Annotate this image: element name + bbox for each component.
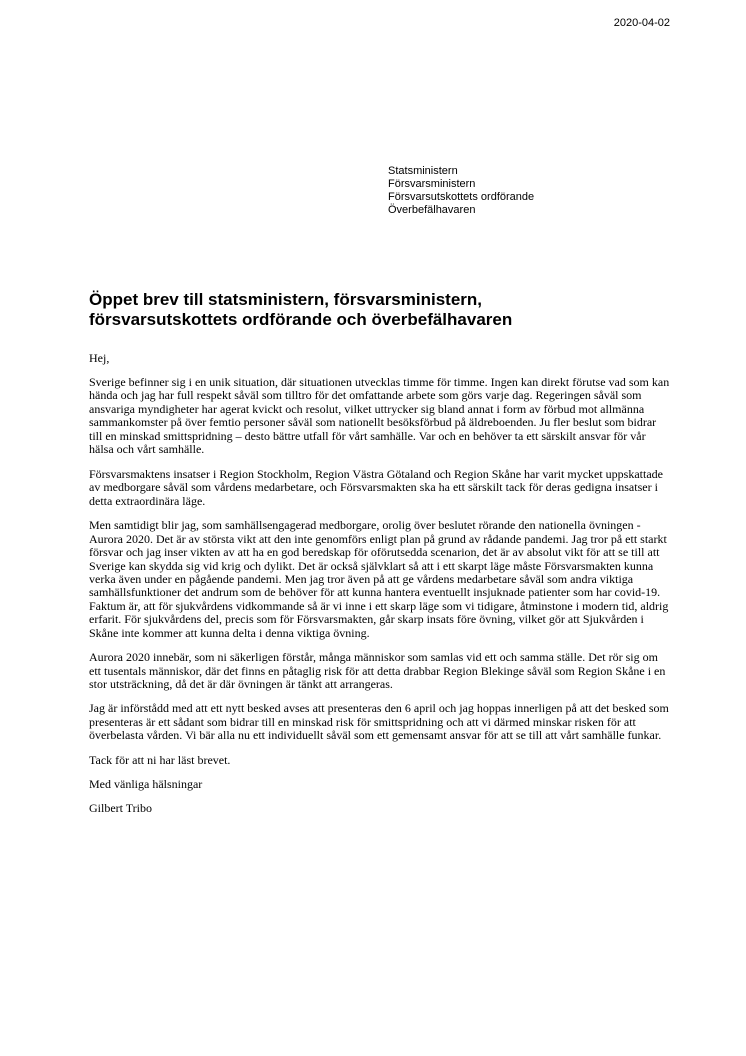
letter-date: 2020-04-02: [613, 17, 670, 29]
greeting: Hej,: [89, 351, 110, 365]
letter-title-line: försvarsutskottets ordförande och överbefälhavaren: [89, 310, 513, 329]
letter-title-line: Öppet brev till statsministern, försvarsministern,: [89, 290, 483, 309]
body-paragraph: Försvarsmaktens insatser i Region Stockholm, Region Västra Götaland och Region Skåne har varit mycket uppskattade av medborgare såväl som vårdens medarbetare, och Försvarsmakten ska ha ett särskilt tack för deras gedigna insatser i detta extraordinära läge.: [89, 466, 663, 508]
thanks-line: Tack för att ni har läst brevet.: [89, 752, 231, 767]
body-paragraph: Jag är införstådd med att ett nytt besked avses att presenteras den 6 april och jag hoppas innerligen på att det besked som presenteras är ett sådant som bidrar till en minskad risk för smittspridning och att vi därmed minskar risken för att överbelasta vården. Vi bär alla nu ett individuellt såväl som ett gemensamt ansvar för att se till att vårt samhälle funkar.: [89, 701, 669, 743]
closing-line: Med vänliga hälsningar: [89, 776, 203, 791]
body-paragraph: Aurora 2020 innebär, som ni säkerligen förstår, många människor som samlas vid ett och samma ställe. Det rör sig om ett tusentals människor, där det finns en påtaglig risk för att detta drabbar Region Blekinge såväl som Region Skåne i en stor utsträckning, då det är där övningen är tänkt att arrangeras.: [89, 650, 666, 692]
body-paragraph: Sverige befinner sig i en unik situation, där situationen utvecklas timme för timme. Ingen kan direkt förutse vad som kan hända och jag har full respekt såväl som tilltro för det omfattande arbete som görs varje dag. Regeringen såväl som ansvariga myndigheter har agerat kvickt och resolut, vilket uttrycker sig bland annat i form av förbud mot allmänna sammankomster på över femtio personer såväl som nationellt besöksförbud på äldreboenden. Ju fler beslut som bidrar till en minskad smittspridning – desto bättre utfall för vårt samhälle. Var och en behöver ta ett särskilt ansvar för vår hälsa och vårt samhälle.: [89, 375, 670, 457]
recipient-list: [388, 165, 534, 217]
letter-title: [89, 290, 669, 330]
letter-body: [89, 352, 671, 826]
recipient-line: Försvarsministern: [388, 178, 476, 190]
recipient-line: Försvarsutskottets ordförande: [388, 191, 535, 203]
signature: Gilbert Tribo: [89, 800, 153, 815]
body-paragraph: Men samtidigt blir jag, som samhällsengagerad medborgare, orolig över beslutet rörande den nationella övningen - Aurora 2020. Det är av största vikt att den inte genomförs enligt plan på grund av rådande pandemi. Jag tror på ett starkt försvar och jag inser vikten av att ha en god beredskap för oförutsedda scenarion, det är av absolut vikt för att se till att Sverige kan skydda sig vid krig och dylikt. Det är också självklart så att i ett skarpt läge måste Försvarsmakten kunna verka även under en pågående pandemi. Men jag tror även på att ge vårdens medarbetare såväl som andra viktiga samhällsfunktioner det andrum som de behöver för att kunna hantera eventuellt insjuknade patienter som har covid-19. Faktum är, att för sjukvårdens vidkommande så är vi inne i ett skarp läge som vi tidigare, åtminstone i modern tid, aldrig erfarit. För sjukvårdens del, precis som för Försvarsmakten, går skarp insats före övning, vilket gör att Sjukvården i Skåne inte kommer att kunna delta i denna viktiga övning.: [89, 518, 669, 640]
recipient-line: Statsministern: [388, 165, 458, 177]
recipient-line: Överbefälhavaren: [388, 204, 476, 216]
